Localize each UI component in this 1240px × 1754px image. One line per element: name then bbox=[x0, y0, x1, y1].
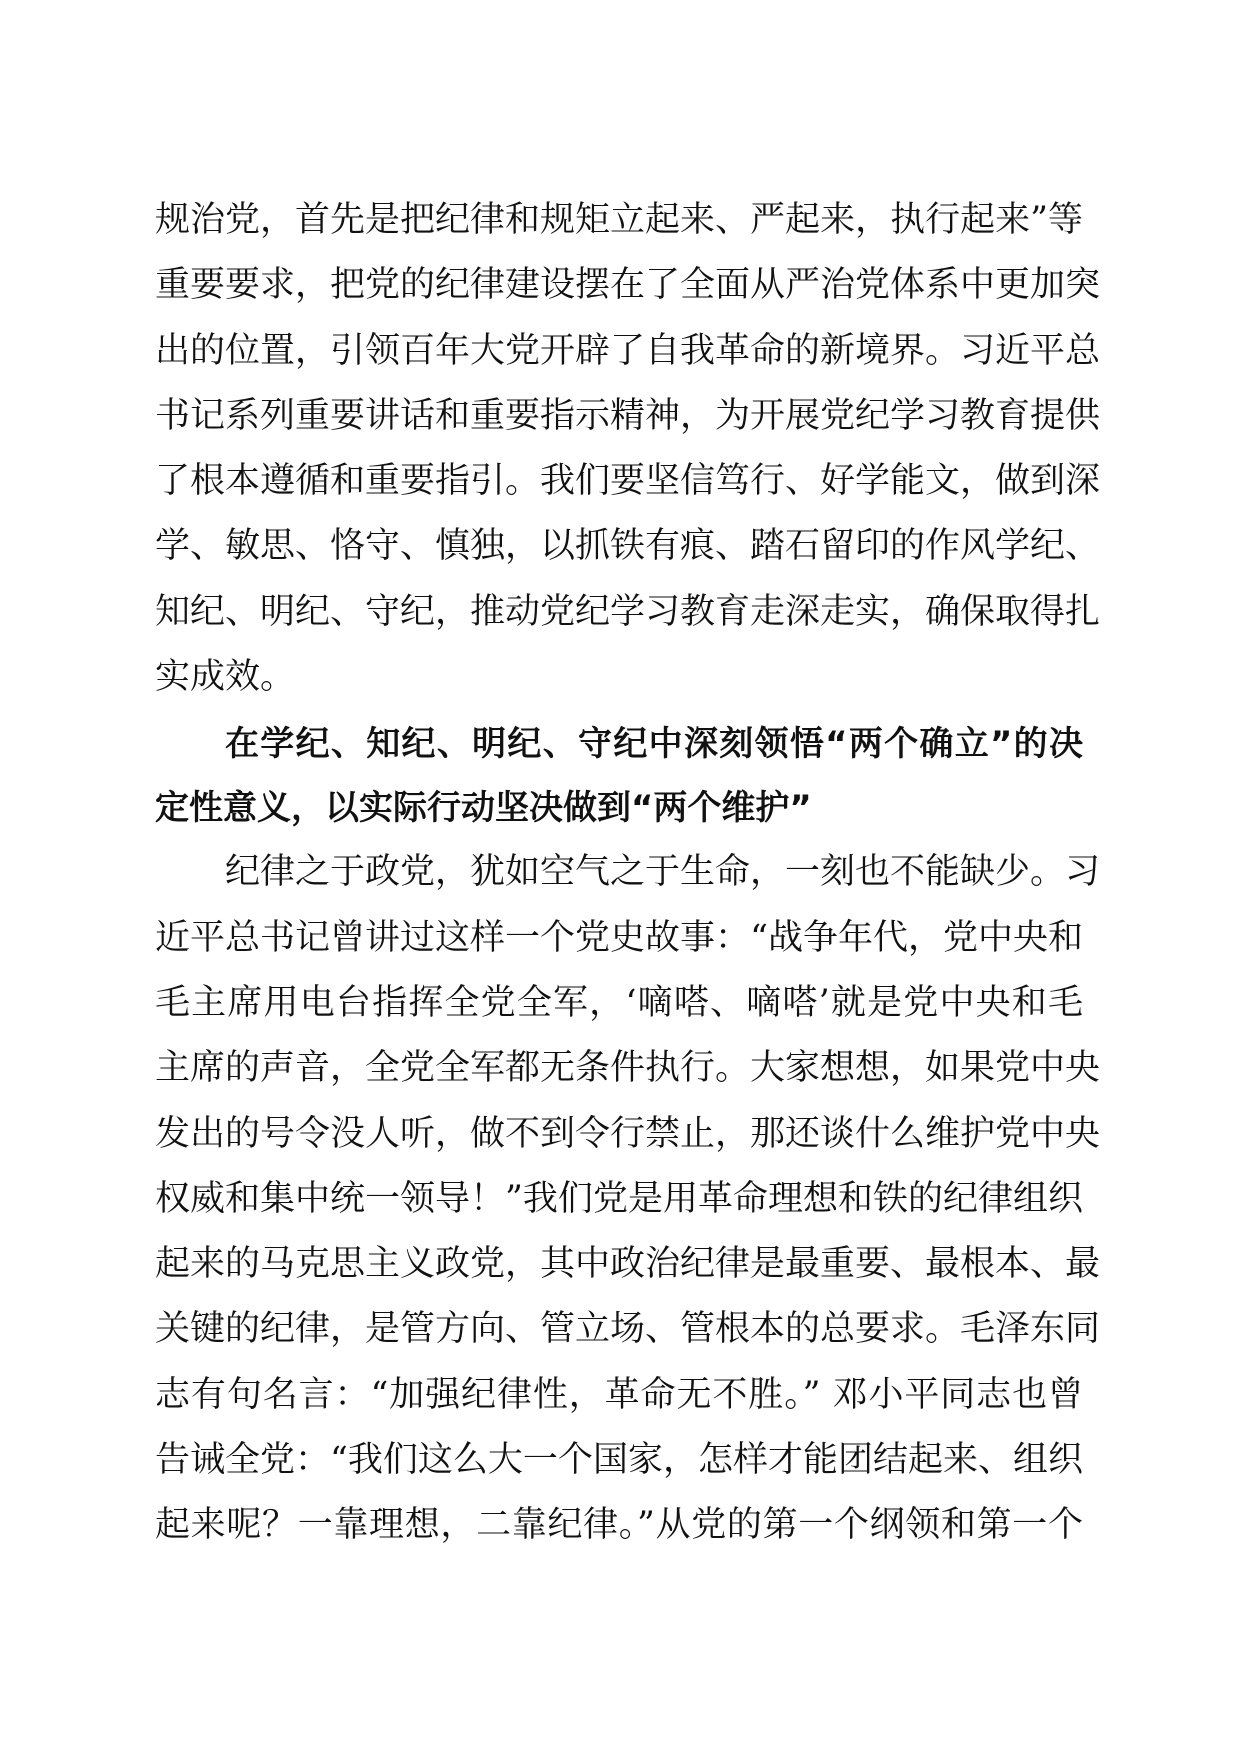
body-line: 重要要求，把党的纪律建设摆在了全面从严治党体系中更加突 bbox=[155, 265, 1101, 306]
body-line: 规治党，首先是把纪律和规矩立起来、严起来，执行起来”等 bbox=[155, 200, 1083, 240]
body-line: 告诫全党：“我们这么大一个国家，怎样才能团结起来、组织 bbox=[155, 1440, 1083, 1481]
body-line: 实成效。 bbox=[155, 657, 296, 698]
body-line: 知纪、明纪、守纪，推动党纪学习教育走深走实，确保取得扎 bbox=[155, 591, 1101, 632]
body-line: 出的位置，引领百年大党开辟了自我革命的新境界。习近平总 bbox=[155, 330, 1101, 371]
document-body bbox=[155, 188, 1101, 1559]
body-line: 书记系列重要讲话和重要指示精神，为开展党纪学习教育提供 bbox=[155, 395, 1101, 436]
body-line: 起来的马克思主义政党，其中政治纪律是最重要、最根本、最 bbox=[155, 1244, 1101, 1285]
body-line: 发出的号令没人听，做不到令行禁止，那还谈什么维护党中央 bbox=[155, 1113, 1101, 1154]
body-line: 主席的声音，全党全军都无条件执行。大家想想，如果党中央 bbox=[155, 1048, 1101, 1089]
body-line: 关键的纪律，是管方向、管立场、管根本的总要求。毛泽东同 bbox=[155, 1309, 1101, 1350]
section-heading: 定性意义，以实际行动坚决做到“两个维护” bbox=[155, 788, 812, 829]
body-line: 了根本遵循和重要指引。我们要坚信笃行、好学能文，做到深 bbox=[155, 461, 1101, 502]
body-line: 近平总书记曾讲过这样一个党史故事：“战争年代，党中央和 bbox=[155, 917, 1083, 958]
section-heading: 在学纪、知纪、明纪、守纪中深刻领悟“两个确立”的决 bbox=[225, 724, 1083, 765]
body-line: 起来呢？一靠理想，二靠纪律。”从党的第一个纲领和第一个 bbox=[155, 1505, 1083, 1546]
body-line: 志有句名言：“加强纪律性，革命无不胜。” 邓小平同志也曾 bbox=[155, 1374, 1083, 1415]
body-line: 毛主席用电台指挥全党全军，‘嘀嗒、嘀嗒’就是党中央和毛 bbox=[155, 982, 1083, 1023]
body-line: 权威和集中统一领导！”我们党是用革命理想和铁的纪律组织 bbox=[155, 1178, 1083, 1219]
body-line: 纪律之于政党，犹如空气之于生命，一刻也不能缺少。习 bbox=[225, 852, 1101, 893]
body-line: 学、敏思、恪守、慎独，以抓铁有痕、踏石留印的作风学纪、 bbox=[155, 526, 1101, 567]
